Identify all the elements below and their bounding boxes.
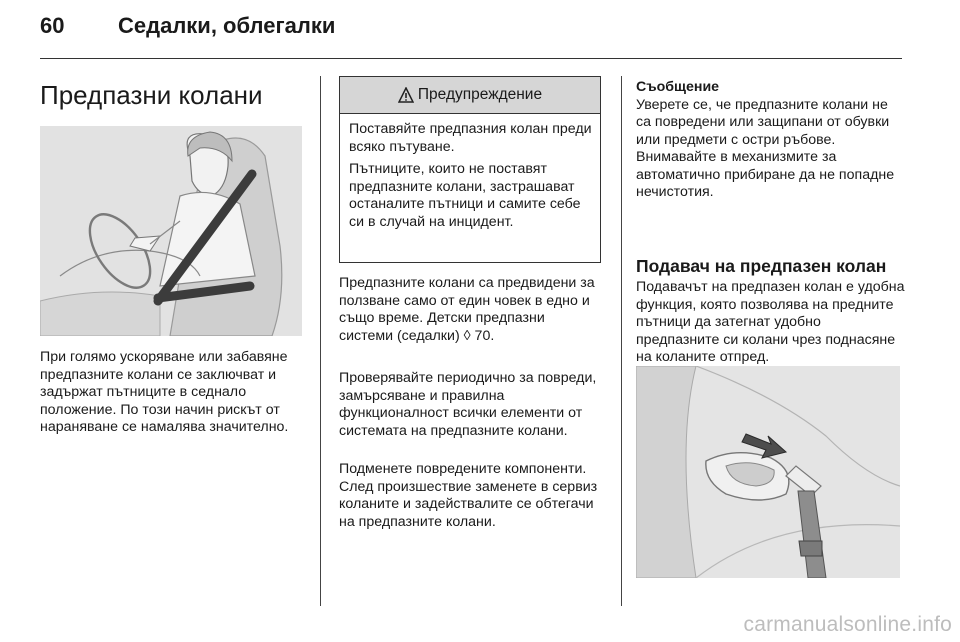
page-header [40, 13, 920, 53]
note-text: Уверете се, че предпазните колани не са повредени или защипани от обувки или предмети с остри ръбове. Внимавайте в механизмите за автоматично прибиране да не попадне нечистотия. [636, 96, 895, 200]
column-divider-2 [621, 76, 622, 606]
warning-header [340, 77, 600, 114]
warning-paragraph: Пътниците, които не поставят предпазните колани, застрашават останалите пътници и самите себе си в случай на инцидент. [349, 161, 581, 230]
warning-paragraph: Поставяйте предпазния колан преди всяко пътуване. [349, 121, 592, 155]
page-number: 60 [40, 13, 65, 38]
header-divider [40, 58, 902, 59]
warning-triangle-icon [398, 87, 414, 103]
watermark: carmanualsonline.info [743, 613, 952, 636]
warning-title: Предупреждение [417, 86, 543, 103]
inspection-paragraph: Проверявайте периодично за повреди, замърсяване и правилна функционалност всички елементи от системата на предпазните колани. [339, 370, 597, 439]
usage-paragraph: Предпазните колани са предвидени за ползване само от един човек в едно и също време. Детски предпазни системи (седалки) ◊ 70. [339, 275, 595, 344]
belt-feeder-illustration [636, 366, 900, 578]
replacement-paragraph: Подменете повредените компоненти. След произшествие заменете в сервиз коланите и задействалите се обтегачи на предпазните колани. [339, 461, 598, 530]
intro-paragraph: При голямо ускоряване или забавяне предпазните колани се заключват и задържат пътниците в седнало положение. По този начин рискът от нараняване се намалява значително. [40, 349, 289, 435]
note-block [636, 79, 906, 202]
note-title: Съобщение [636, 79, 720, 95]
column-divider-1 [320, 76, 321, 606]
subsection-title: Подавач на предпазен колан [636, 256, 887, 276]
section-title: Предпазни колани [40, 80, 263, 110]
seatbelt-driver-illustration [40, 126, 302, 336]
chapter-title: Седалки, облегалки [118, 13, 336, 38]
warning-box [339, 76, 601, 263]
subsection-paragraph: Подавачът на предпазен колан е удобна функция, която позволява на предните пътници да затегнат удобно предпазните си колани чрез поднасяне на коланите отпред. [636, 279, 905, 365]
